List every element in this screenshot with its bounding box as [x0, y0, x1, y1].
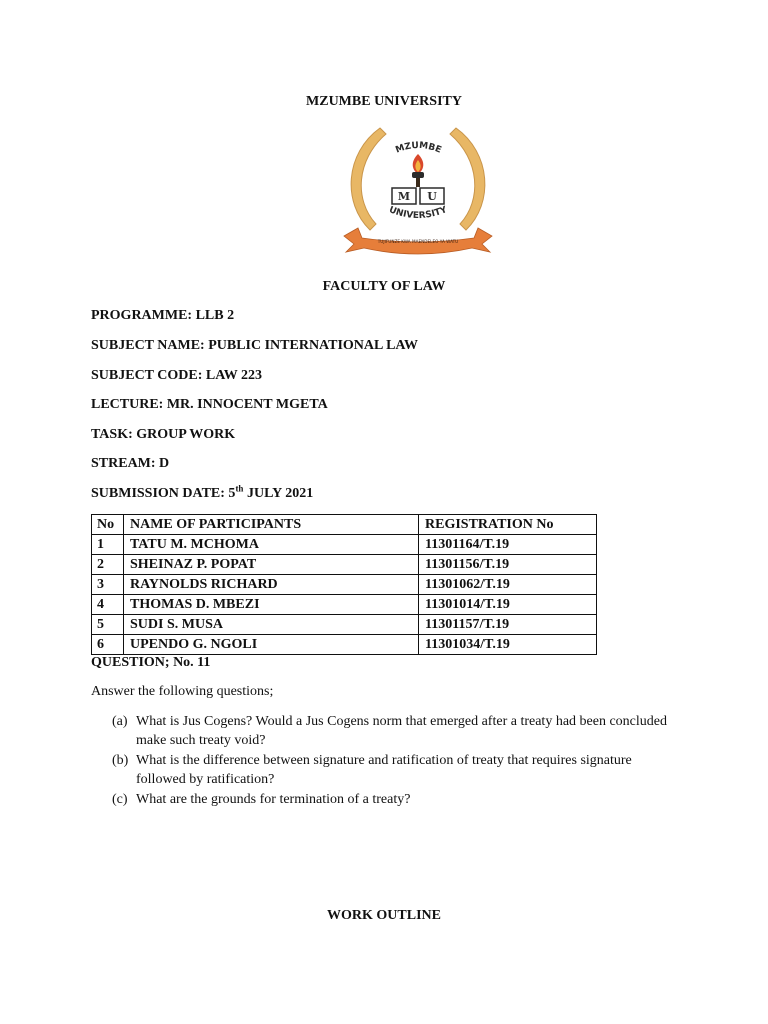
stream-line: STREAM: D	[91, 456, 170, 471]
participant-name: THOMAS D. MBEZI	[124, 595, 419, 615]
participant-name: SUDI S. MUSA	[124, 615, 419, 635]
row-no: 2	[92, 555, 124, 575]
question-list	[112, 712, 682, 810]
registration-number: 11301156/T.19	[419, 555, 597, 575]
university-logo	[340, 118, 496, 260]
logo-motto: TUJIFUNZE KWA MAENDELEO YA WATU	[377, 239, 459, 244]
svg-text:M: M	[397, 190, 411, 203]
row-no: 5	[92, 615, 124, 635]
registration-number: 11301034/T.19	[419, 635, 597, 655]
question-item-text: What is the difference between signature and ratification of treaty that requires signature followed by ratification?	[136, 753, 632, 787]
svg-text:U: U	[427, 190, 437, 203]
right-tusk	[450, 128, 485, 230]
question-item	[112, 790, 682, 809]
lecture-line: LECTURE: MR. INNOCENT MGETA	[91, 397, 328, 412]
header-name: NAME OF PARTICIPANTS	[124, 515, 419, 535]
logo-bottom-text: UNIVERSITY	[387, 205, 449, 222]
table-row	[92, 555, 597, 575]
torch-icon	[412, 154, 424, 187]
table-row	[92, 615, 597, 635]
submission-date-line: SUBMISSION DATE: 5th JULY 2021	[91, 483, 314, 501]
logo-top-text: MZUMBE	[394, 140, 443, 156]
faculty-title: FACULTY OF LAW	[322, 279, 446, 294]
row-no: 4	[92, 595, 124, 615]
row-no: 6	[92, 635, 124, 655]
subject-code-line: SUBJECT CODE: LAW 223	[91, 368, 263, 383]
question-item	[112, 712, 682, 750]
header-registration: REGISTRATION No	[419, 515, 597, 535]
left-tusk	[351, 128, 386, 230]
participant-name: RAYNOLDS RICHARD	[124, 575, 419, 595]
row-no: 1	[92, 535, 124, 555]
registration-number: 11301157/T.19	[419, 615, 597, 635]
question-item-label: (c)	[112, 792, 128, 807]
table-row	[92, 575, 597, 595]
programme-line: PROGRAMME: LLB 2	[91, 308, 235, 323]
registration-number: 11301164/T.19	[419, 535, 597, 555]
university-title: MZUMBE UNIVERSITY	[306, 94, 462, 109]
row-no: 3	[92, 575, 124, 595]
participant-name: UPENDO G. NGOLI	[124, 635, 419, 655]
question-item-text: What is Jus Cogens? Would a Jus Cogens norm that emerged after a treaty had been concluded make such treaty void?	[136, 714, 667, 748]
book-icon	[392, 188, 444, 204]
question-label: QUESTION; No. 11	[91, 655, 211, 670]
task-line: TASK: GROUP WORK	[91, 427, 236, 442]
question-item-text: What are the grounds for termination of a treaty?	[136, 792, 411, 807]
participants-table	[91, 514, 597, 655]
table-row	[92, 535, 597, 555]
participant-name: SHEINAZ P. POPAT	[124, 555, 419, 575]
subject-name-line: SUBJECT NAME: PUBLIC INTERNATIONAL LAW	[91, 338, 418, 353]
table-header-row	[92, 515, 597, 535]
question-item-label: (a)	[112, 714, 128, 729]
table-row	[92, 635, 597, 655]
header-no: No	[92, 515, 124, 535]
question-item	[112, 751, 682, 789]
question-intro: Answer the following questions;	[91, 684, 274, 699]
table-row	[92, 595, 597, 615]
question-item-label: (b)	[112, 753, 129, 768]
participant-name: TATU M. MCHOMA	[124, 535, 419, 555]
registration-number: 11301014/T.19	[419, 595, 597, 615]
registration-number: 11301062/T.19	[419, 575, 597, 595]
work-outline-heading: WORK OUTLINE	[327, 908, 441, 923]
